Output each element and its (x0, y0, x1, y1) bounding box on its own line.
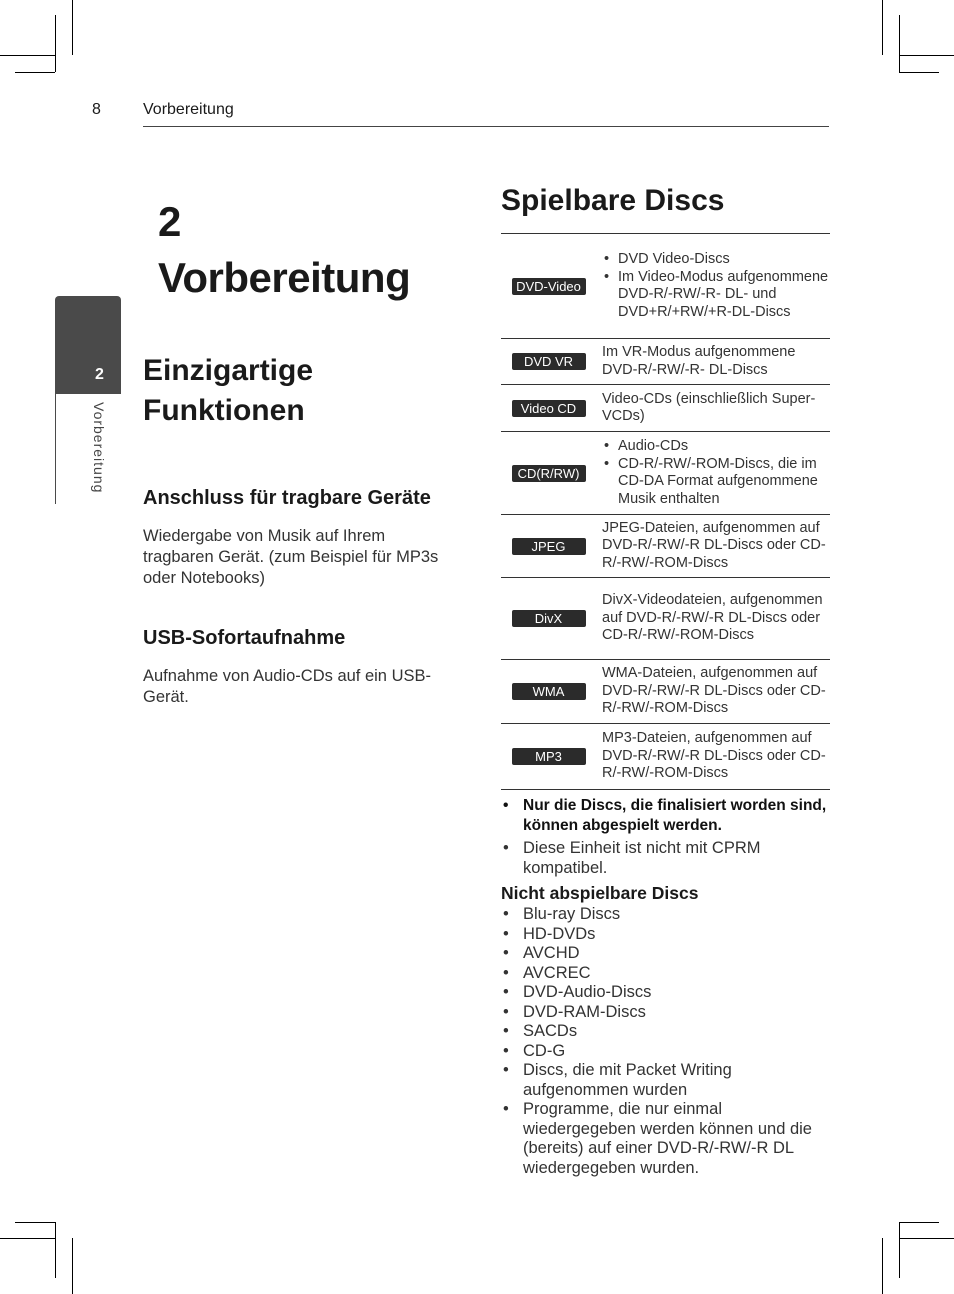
disc-description: WMA-Dateien, aufgenommen auf DVD-R/-RW/-R DL-Discs oder CD-R/-RW/-ROM-Discs (602, 665, 826, 717)
disc-badge: Video CD (512, 400, 586, 417)
list-item: • Programme, die nur einmal wiedergegeben werden können und die (bereits) auf einer DVD-R/-RW/-R DL wiedergegeben wurden. (501, 1100, 831, 1178)
table-row (501, 234, 830, 339)
list-item: • Blu-ray Discs (501, 905, 831, 925)
chapter-tab-line (55, 394, 56, 504)
chapter-number: 2 (158, 198, 182, 245)
list-item: • Im Video-Modus aufgenommene DVD-R/-RW/-R- DL- und DVD+R/+RW/+R-DL-Discs (618, 269, 830, 322)
list-item: • AVCREC (501, 964, 831, 984)
section-text-portable: Wiedergabe von Musik auf Ihrem tragbaren Gerät. (zum Beispiel für MP3s oder Notebooks) (143, 527, 439, 587)
unplayable-heading: Nicht abspielbare Discs (501, 883, 699, 903)
list-item: • DVD-RAM-Discs (501, 1003, 831, 1023)
disc-badge: DivX (512, 610, 586, 627)
disc-description: MP3-Dateien, aufgenommen auf DVD-R/-RW/-R DL-Discs oder CD-R/-RW/-ROM-Discs (602, 730, 826, 782)
table-row (501, 578, 830, 660)
disc-badge: DVD VR (512, 353, 586, 370)
disc-description: JPEG-Dateien, aufgenommen auf DVD-R/-RW/-R DL-Discs oder CD-R/-RW/-ROM-Discs (602, 519, 826, 571)
list-item: • SACDs (501, 1022, 831, 1042)
section-text-usb: Aufnahme von Audio-CDs auf ein USB-Gerät. (143, 667, 431, 706)
section-title-portable: Anschluss für tragbare Geräte (143, 487, 431, 509)
disc-badge: CD(R/RW) (512, 465, 586, 482)
disc-description: Im VR-Modus aufgenommene DVD-R/-RW/-R- DL-Discs (602, 344, 796, 378)
chapter-tab-number: 2 (95, 366, 104, 383)
table-row (501, 724, 830, 790)
table-row (501, 660, 830, 724)
features-heading: Einzigartige Funktionen (143, 354, 314, 427)
disc-badge: JPEG (512, 538, 586, 555)
list-item: • Audio-CDs (618, 438, 830, 456)
disc-description: Video-CDs (einschließlich Super-VCDs) (602, 390, 816, 424)
disc-badge: WMA (512, 683, 586, 700)
list-item: • DVD-Audio-Discs (501, 983, 831, 1003)
disc-description (596, 245, 830, 327)
list-item: • HD-DVDs (501, 925, 831, 945)
playable-discs-heading: Spielbare Discs (501, 184, 725, 217)
list-item: • Diese Einheit ist nicht mit CPRM kompatibel. (501, 838, 831, 878)
header-divider (143, 126, 829, 127)
disc-description: DivX-Videodateien, aufgenommen auf DVD-R/-RW/-R DL-Discs oder CD-R/-RW/-ROM-Discs (602, 592, 823, 644)
unplayable-list (501, 905, 831, 1178)
list-item: • Discs, die mit Packet Writing aufgenommen wurden (501, 1061, 763, 1100)
table-row (501, 515, 830, 578)
disc-badge: MP3 (512, 748, 586, 765)
list-item: • DVD Video-Discs (618, 251, 830, 269)
table-row (501, 432, 830, 515)
chapter-tab-label: Vorbereitung (91, 402, 107, 494)
list-item: • AVCHD (501, 944, 831, 964)
chapter-title: Vorbereitung (158, 254, 411, 301)
table-row (501, 385, 830, 432)
section-title-usb: USB-Sofortaufnahme (143, 627, 346, 649)
table-row (501, 339, 830, 385)
list-item: • CD-R/-RW/-ROM-Discs, die im CD-DA Format aufgenommene Musik enthalten (618, 456, 830, 509)
list-item: • Nur die Discs, die finalisiert worden sind, können abgespielt werden. (501, 796, 831, 836)
running-header: Vorbereitung (143, 101, 234, 118)
page-number: 8 (92, 101, 101, 118)
disc-description (596, 432, 830, 514)
disc-badge: DVD-Video (512, 278, 586, 295)
disc-notes (501, 796, 831, 880)
list-item: • CD-G (501, 1042, 831, 1062)
disc-table (501, 233, 830, 790)
